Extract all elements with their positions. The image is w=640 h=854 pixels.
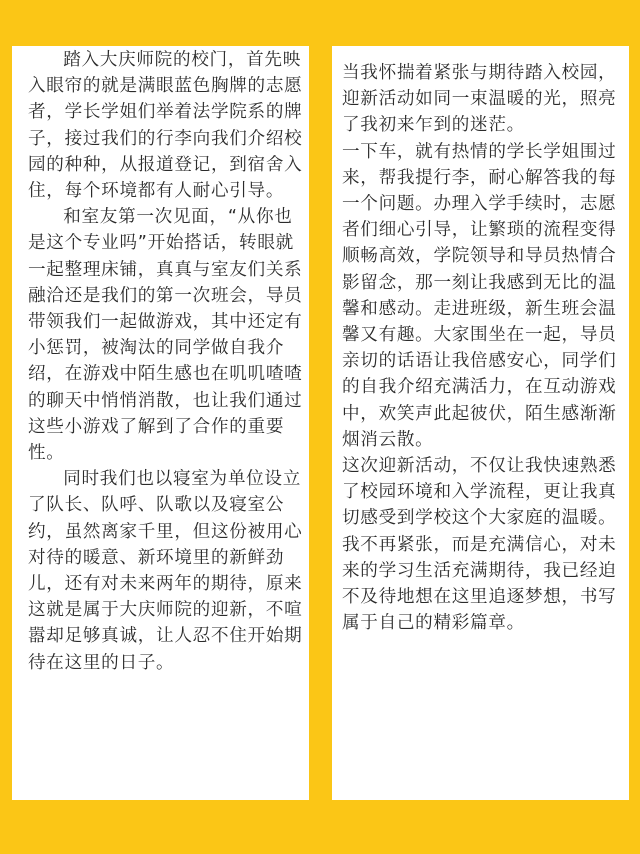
- left-paragraph-3: 同时我们也以寝室为单位设立了队长、队呼、队歌以及寝室公约，虽然离家千里，但这份被用心对待的暖意、新环境里的新鲜劲儿，还有对未来两年的期待，原来这就是属于大庆师院的迎新，不喧嚣却足够真诚，让人忍不住开始期待在这里的日子。: [28, 469, 303, 673]
- right-text-panel: [332, 46, 629, 800]
- right-paragraph-2: 一下车，就有热情的学长学姐围过来，帮我提行李，耐心解答我的每一个问题。办理入学手续时，志愿者们细心引导，让繁琐的流程变得顺畅高效，学院领导和导员热情合影留念，那一刻让我感到无比的温馨和感动。走进班级，新生班会温馨又有趣。大家围坐在一起，导员亲切的话语让我倍感安心，同学们的自我介绍充满活力，在互动游戏中，欢笑声此起彼伏，陌生感渐渐烟消云散。: [342, 141, 617, 450]
- right-paragraph-1: 当我怀揣着紧张与期待踏入校园，迎新活动如同一束温暖的光，照亮了我初来乍到的迷茫。: [342, 63, 617, 136]
- left-text-panel: [12, 46, 309, 800]
- left-paragraph-1: 踏入大庆师院的校门，首先映入眼帘的就是满眼蓝色胸牌的志愿者，学长学姐们举着法学院系的牌子，接过我们的行李向我们介绍校园的种种，从报道登记，到宿舍入住，每个环境都有人耐心引导。: [28, 50, 303, 202]
- left-paragraph-2: 和室友第一次见面，“从你也是这个专业吗”开始搭话，转眼就一起整理床铺，真真与室友们关系融洽还是我们的第一次班会，导员带领我们一起做游戏，其中还定有小惩罚，被淘汰的同学做自我介绍，在游戏中陌生感也在叽叽喳喳的聊天中悄悄消散，也让我们通过这些小游戏了解到了合作的重要性。: [28, 207, 303, 464]
- right-paragraph-3: 这次迎新活动，不仅让我快速熟悉了校园环境和入学流程，更让我真切感受到学校这个大家庭的温暖。我不再紧张，而是充满信心，对未来的学习生活充满期待，我已经迫不及待地想在这里追逐梦想，书写属于自己的精彩篇章。: [342, 456, 617, 634]
